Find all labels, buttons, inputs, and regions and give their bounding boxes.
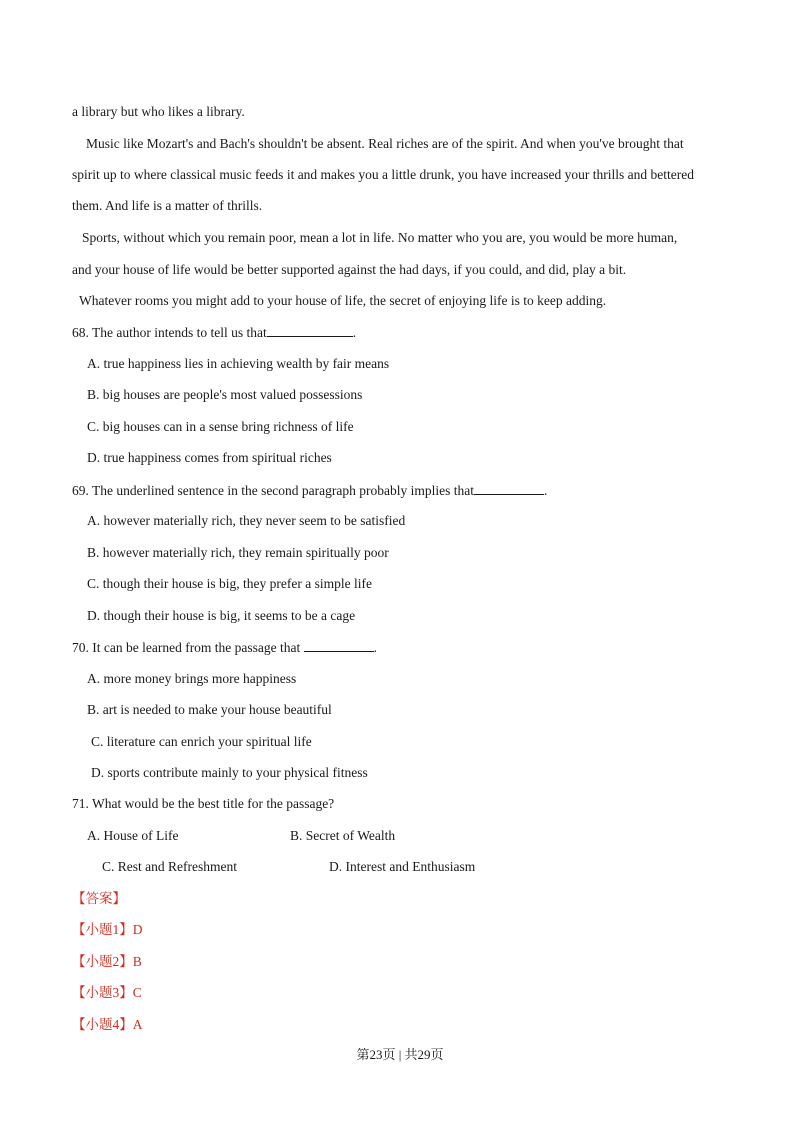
answer-item-1: 【小题1】D bbox=[72, 922, 143, 937]
option-69-a: A. however materially rich, they never seem to be satisfied bbox=[87, 513, 406, 528]
option-71-d: D. Interest and Enthusiasm bbox=[329, 859, 476, 874]
option-70-c: C. literature can enrich your spiritual life bbox=[91, 734, 312, 749]
option-69-b: B. however materially rich, they remain spiritually poor bbox=[87, 545, 389, 560]
option-68-d: D. true happiness comes from spiritual riches bbox=[87, 450, 332, 465]
question-text: 69. The underlined sentence in the second paragraph probably implies that bbox=[72, 483, 475, 498]
option-68-a: A. true happiness lies in achieving wealth by fair means bbox=[87, 356, 390, 371]
option-71-c: C. Rest and Refreshment bbox=[102, 859, 237, 874]
option-68-b: B. big houses are people's most valued possessions bbox=[87, 387, 363, 402]
answer-blank bbox=[474, 481, 544, 495]
answer-heading: 【答案】 bbox=[72, 891, 126, 906]
option-69-d: D. though their house is big, it seems to be a cage bbox=[87, 608, 356, 623]
answer-item-4: 【小题4】A bbox=[72, 1017, 143, 1032]
option-71-a: A. House of Life bbox=[87, 828, 179, 843]
question-end: . bbox=[373, 640, 378, 655]
option-70-b: B. art is needed to make your house beautiful bbox=[87, 702, 332, 717]
option-68-c: C. big houses can in a sense bring richness of life bbox=[87, 419, 354, 434]
page-footer: 第23页 | 共29页 bbox=[356, 1047, 444, 1062]
passage-line: spirit up to where classical music feeds it and makes you a little drunk, you have increased your thrills and bettered bbox=[72, 167, 694, 182]
question-70-stem bbox=[72, 638, 377, 657]
option-71-b: B. Secret of Wealth bbox=[290, 828, 396, 843]
option-70-d: D. sports contribute mainly to your physical fitness bbox=[91, 765, 368, 780]
answer-item-3: 【小题3】C bbox=[72, 985, 142, 1000]
passage-line: and your house of life would be better supported against the had days, if you could, and did, play a bit. bbox=[72, 262, 627, 277]
question-end: . bbox=[352, 325, 357, 340]
passage-line: them. And life is a matter of thrills. bbox=[72, 198, 263, 213]
passage-line: Whatever rooms you might add to your house of life, the secret of enjoying life is to keep adding. bbox=[79, 293, 607, 308]
question-end: . bbox=[544, 483, 548, 498]
question-71-stem: 71. What would be the best title for the passage? bbox=[72, 796, 335, 811]
answer-item-2: 【小题2】B bbox=[72, 954, 142, 969]
option-69-c: C. though their house is big, they prefer a simple life bbox=[87, 576, 372, 591]
passage-line: Sports, without which you remain poor, mean a lot in life. No matter who you are, you would be more human, bbox=[82, 230, 678, 245]
answer-blank bbox=[304, 638, 374, 652]
option-70-a: A. more money brings more happiness bbox=[87, 671, 297, 686]
question-text: 70. It can be learned from the passage that bbox=[72, 640, 301, 655]
answer-blank bbox=[267, 323, 353, 337]
passage-line: Music like Mozart's and Bach's shouldn't be absent. Real riches are of the spirit. And when you've brought that bbox=[86, 136, 684, 151]
question-69-stem bbox=[72, 481, 547, 500]
question-text: 68. The author intends to tell us that bbox=[72, 325, 267, 340]
passage-line: a library but who likes a library. bbox=[72, 104, 245, 119]
question-68-stem bbox=[72, 323, 356, 342]
